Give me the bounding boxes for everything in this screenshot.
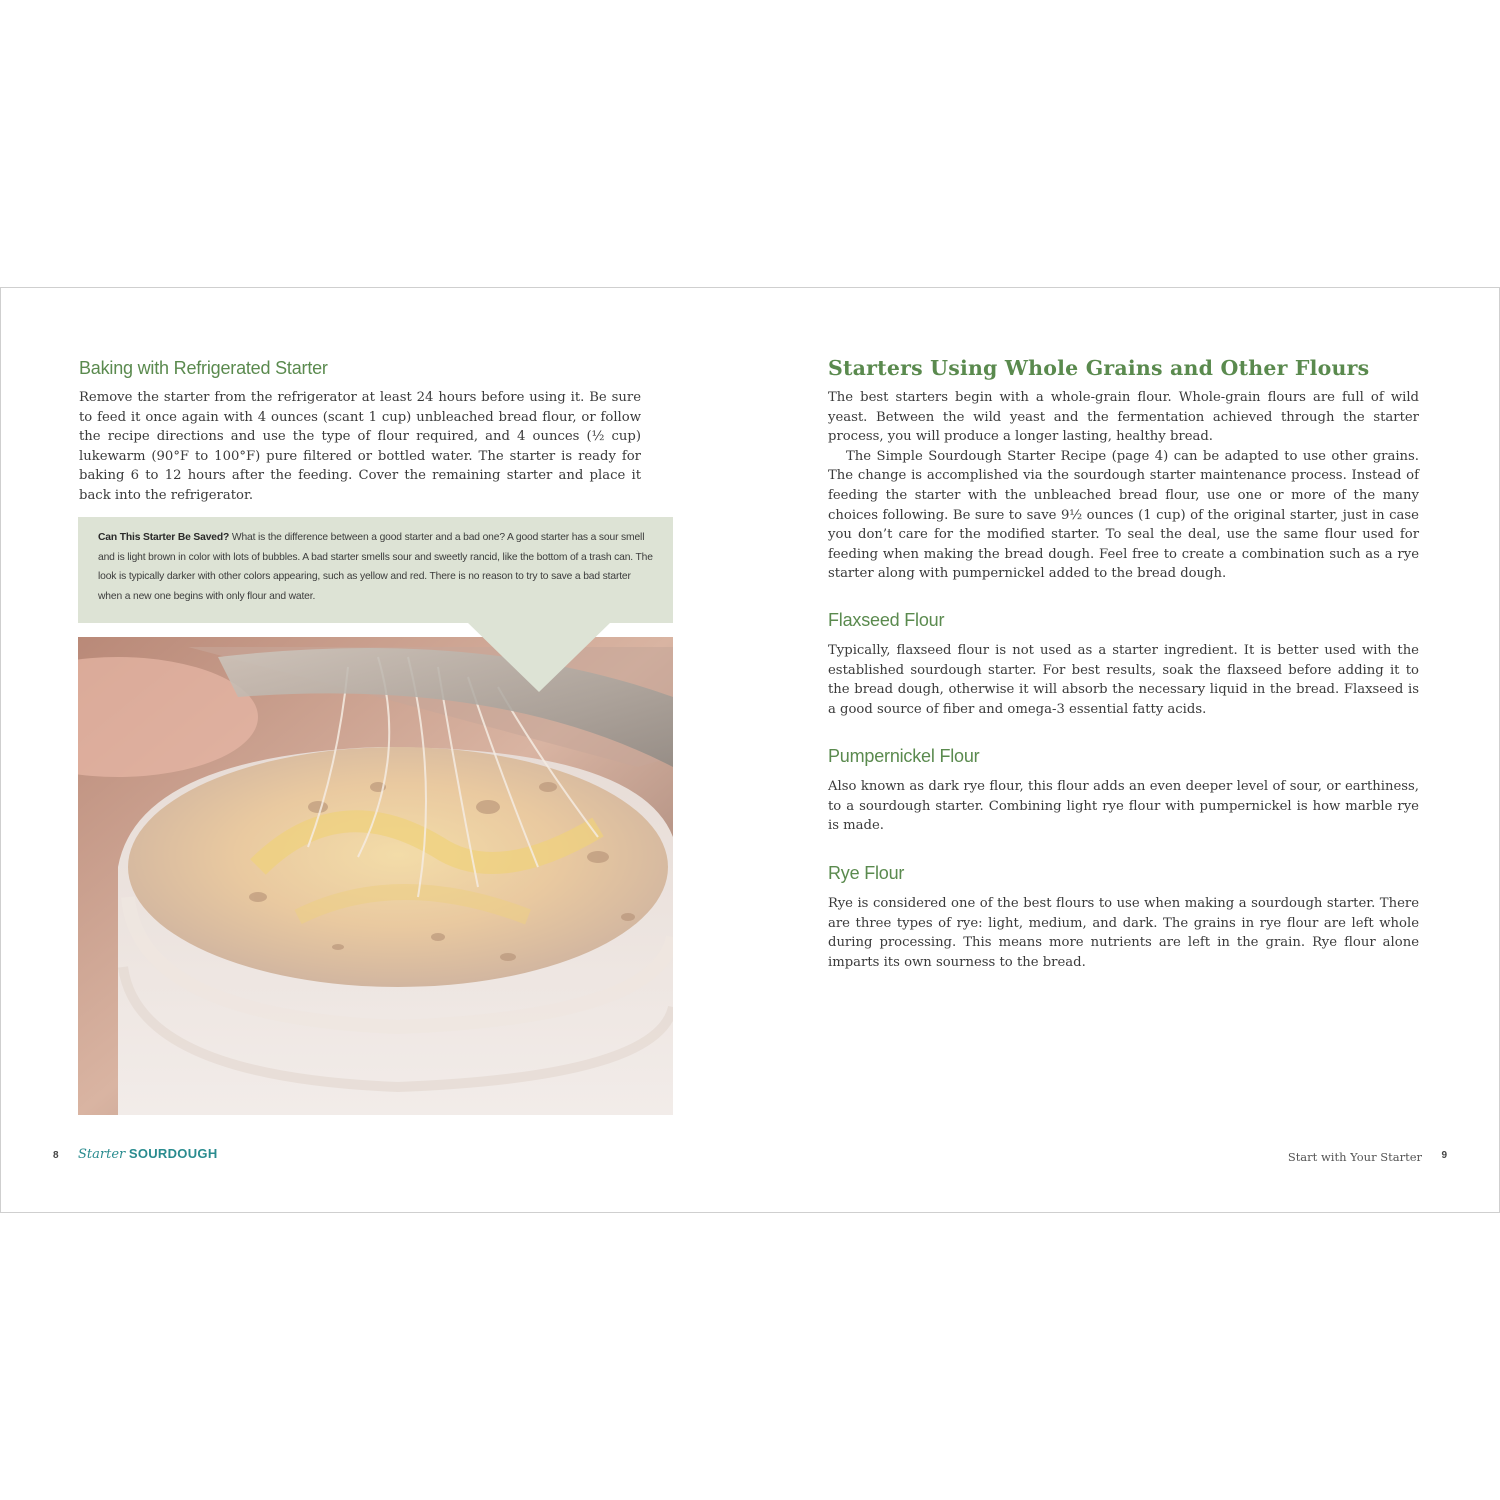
intro-paragraph-1: The best starters begin with a whole-grain flour. Whole-grain flours are full of wild yeast. Between the wild yeast and the fermentation achieved through the starter process, you will produce a longer lasting, healthy bread. [828,390,1419,445]
flaxseed-paragraph [828,641,1419,719]
main-heading: Starters Using Whole Grains and Other Flours [828,356,1370,380]
pumpernickel-paragraph [828,777,1419,836]
sidebar-content [98,528,653,606]
book-spread [0,287,1500,1213]
page-number-right: 9 [1441,1150,1447,1161]
brand-script-word: Starter [78,1147,126,1162]
section-title-pumpernickel: Pumpernickel Flour [828,746,980,766]
callout-pointer [467,622,611,692]
right-page [750,288,1499,1212]
section-title-baking-refrigerated: Baking with Refrigerated Starter [79,358,328,378]
pumpernickel-text: Also known as dark rye flour, this flour adds an even deeper level of sour, or earthiness, to a sourdough starter. Combining light rye flour with pumpernickel is how marble rye is made. [828,779,1419,834]
brand-bold-word: SOURDOUGH [128,1146,218,1161]
rye-paragraph [828,894,1419,972]
sidebar-title: Can This Starter Be Saved? [98,532,230,543]
baking-paragraph [79,388,641,506]
book-brand-logo [78,1146,218,1162]
section-title-rye: Rye Flour [828,863,905,883]
page-number-left: 8 [53,1150,59,1161]
sidebar-box [78,517,673,623]
baking-paragraph-text: Remove the starter from the refrigerator at least 24 hours before using it. Be sure to feed it once again with 4 ounces (scant 1 cup) unbleached bread flour, or follow the recipe directions and use the type of flour required, and 4 ounces (½ cup) lukewarm (90°F to 100°F) pure filtered or bottled water. The starter is ready for baking 6 to 12 hours after the feeding. Cover the remaining starter and place it back into the refrigerator. [79,390,641,503]
intro-paragraph-2: The Simple Sourdough Starter Recipe (page 4) can be adapted to use other grains. The change is accomplished via the sourdough starter maintenance process. Instead of feeding the starter with the unbleached bread flour, use one or more of the many choices following. Be sure to save 9½ ounces (1 cup) of the original starter, just in case you don’t care for the modified starter. To seal the deal, use the same flour used for feeding when making the bread dough. Feel free to create a combination such as a rye starter along with pumpernickel added to the bread dough. [828,448,1419,582]
running-footer: Start with Your Starter [1287,1150,1422,1164]
flaxseed-text: Typically, flaxseed flour is not used as a starter ingredient. It is better used with the established sourdough starter. For best results, soak the flaxseed before adding it to the bread dough, otherwise it will absorb the necessary liquid in the bread. Flaxseed is a good source of fiber and omega-3 essential fatty acids. [828,643,1419,717]
intro-text [828,388,1419,584]
sourdough-starter-photo [78,637,673,1115]
section-title-flaxseed: Flaxseed Flour [828,610,945,630]
rye-text: Rye is considered one of the best flours to use when making a sourdough starter. There are three types of rye: light, medium, and dark. The grains in rye flour are left whole during processing. This means more nutrients are left in the grain. Rye flour alone imparts its own sourness to the bread. [828,896,1419,970]
left-page [1,288,750,1212]
sidebar-body: What is the difference between a good starter and a bad one? A good starter has a sour smell and is light brown in color with lots of bubbles. A bad starter smells sour and sweetly rancid, like the bottom of a trash can. The look is typically darker with other colors appearing, such as yellow and red. There is no reason to try to save a bad starter when a new one begins with only flour and water. [98,532,653,602]
